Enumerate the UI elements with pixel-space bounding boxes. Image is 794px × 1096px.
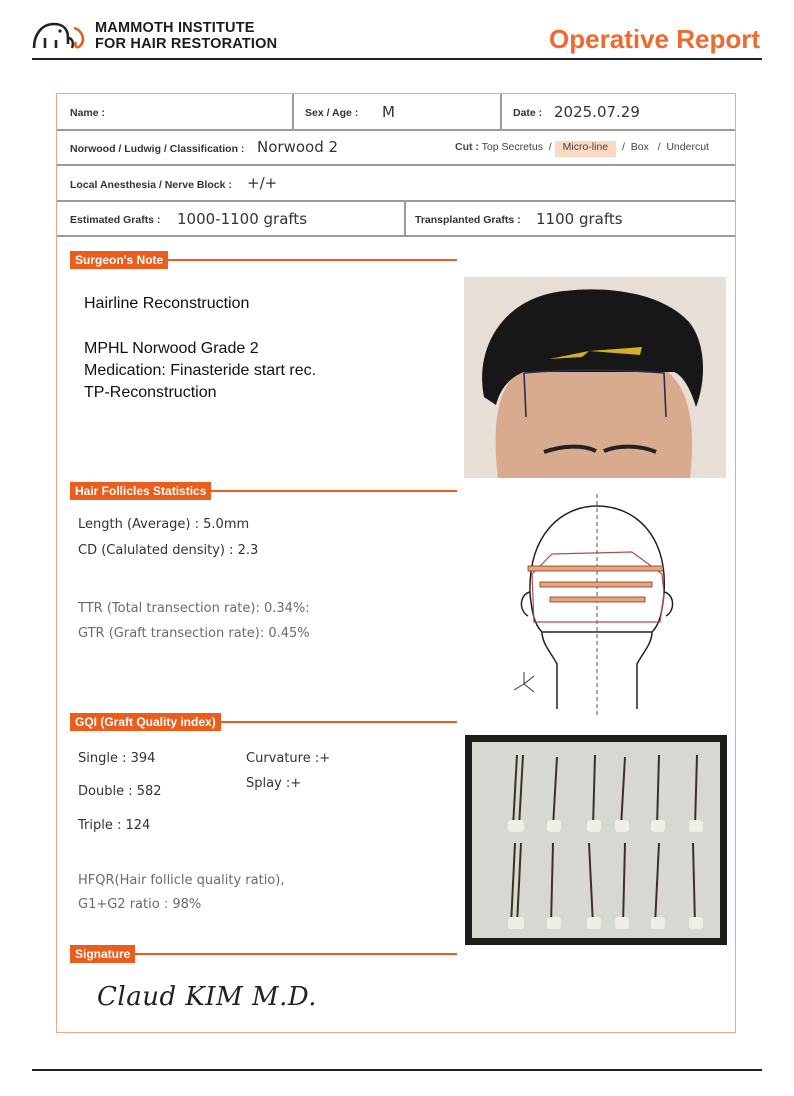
signature-heading: Signature [70,945,135,963]
report-frame [56,93,736,1033]
follicle-stats-header [70,482,457,500]
sex-age-field[interactable]: M [382,103,395,121]
surgeon-note-header [70,251,457,269]
mammoth-logo-icon [32,18,90,50]
signature-header [70,945,457,963]
length-stat: Length (Average) : 5.0mm [78,517,250,532]
col-divider [500,94,502,129]
cut-label: Cut : [455,141,479,153]
surgeon-note-text [84,293,316,404]
org-name-line2: FOR HAIR RESTORATION [95,36,278,52]
col-divider [404,200,406,235]
anesthesia-field[interactable]: +/+ [247,174,278,192]
gqi-heading: GQI (Graft Quality index) [70,713,221,731]
cut-options: Cut : Top Secretus / Micro-line / Box / Undercut [455,141,709,153]
cut-option-top-secretus[interactable]: Top Secretus [481,141,543,153]
classification-field[interactable]: Norwood 2 [257,138,339,156]
sex-age-label: Sex / Age : [305,107,359,119]
row-divider [57,235,735,237]
estimated-grafts-label: Estimated Grafts : [70,214,161,226]
follicle-stats-heading: Hair Follicles Statistics [70,482,211,500]
note-line: Medication: Finasteride start rec. [84,362,317,379]
row-divider [57,200,735,202]
single-count: Single : 394 [78,751,156,766]
surgeon-note-heading: Surgeon's Note [70,251,168,269]
hairline-photo [464,277,726,478]
classification-label: Norwood / Ludwig / Classification : [70,143,245,155]
note-line: Hairline Reconstruction [84,295,250,312]
page-title: Operative Report [549,24,760,54]
estimated-grafts-field[interactable]: 1000-1100 grafts [177,210,308,228]
row-divider [57,129,735,131]
anesthesia-label: Local Anesthesia / Nerve Block : [70,179,232,191]
splay-value: Splay :+ [246,776,302,791]
name-label: Name : [70,107,106,119]
date-field[interactable]: 2025.07.29 [554,103,640,121]
density-stat: CD (Calulated density) : 2.3 [78,543,259,558]
note-line: MPHL Norwood Grade 2 [84,340,259,357]
cut-option-undercut[interactable]: Undercut [666,141,709,153]
org-name [95,20,277,52]
triple-count: Triple : 124 [78,818,151,833]
cut-option-box[interactable]: Box [630,141,649,153]
physician-signature: Claud KIM M.D. [97,982,318,1012]
date-label: Date : [513,107,543,119]
transplanted-grafts-label: Transplanted Grafts : [415,214,521,226]
footer-divider [32,1069,762,1071]
hfqr-label: HFQR(Hair follicle quality ratio), [78,873,285,888]
g1g2-ratio: G1+G2 ratio : 98% [78,897,202,912]
gqi-header [70,713,457,731]
ttr-stat: TTR (Total transection rate): 0.34%: [78,601,310,616]
transplanted-grafts-field[interactable]: 1100 grafts [536,210,623,228]
row-divider [57,164,735,166]
note-line: TP-Reconstruction [84,384,217,401]
cut-option-micro-line[interactable]: Micro-line [555,141,617,157]
double-count: Double : 582 [78,784,162,799]
col-divider [292,94,294,129]
org-name-line1: MAMMOTH INSTITUTE [95,20,255,36]
gtr-stat: GTR (Graft transection rate): 0.45% [78,626,310,641]
curvature-value: Curvature :+ [246,751,331,766]
graft-sample-photo [465,735,727,945]
header-divider [32,58,762,60]
donor-area-diagram [512,494,682,716]
